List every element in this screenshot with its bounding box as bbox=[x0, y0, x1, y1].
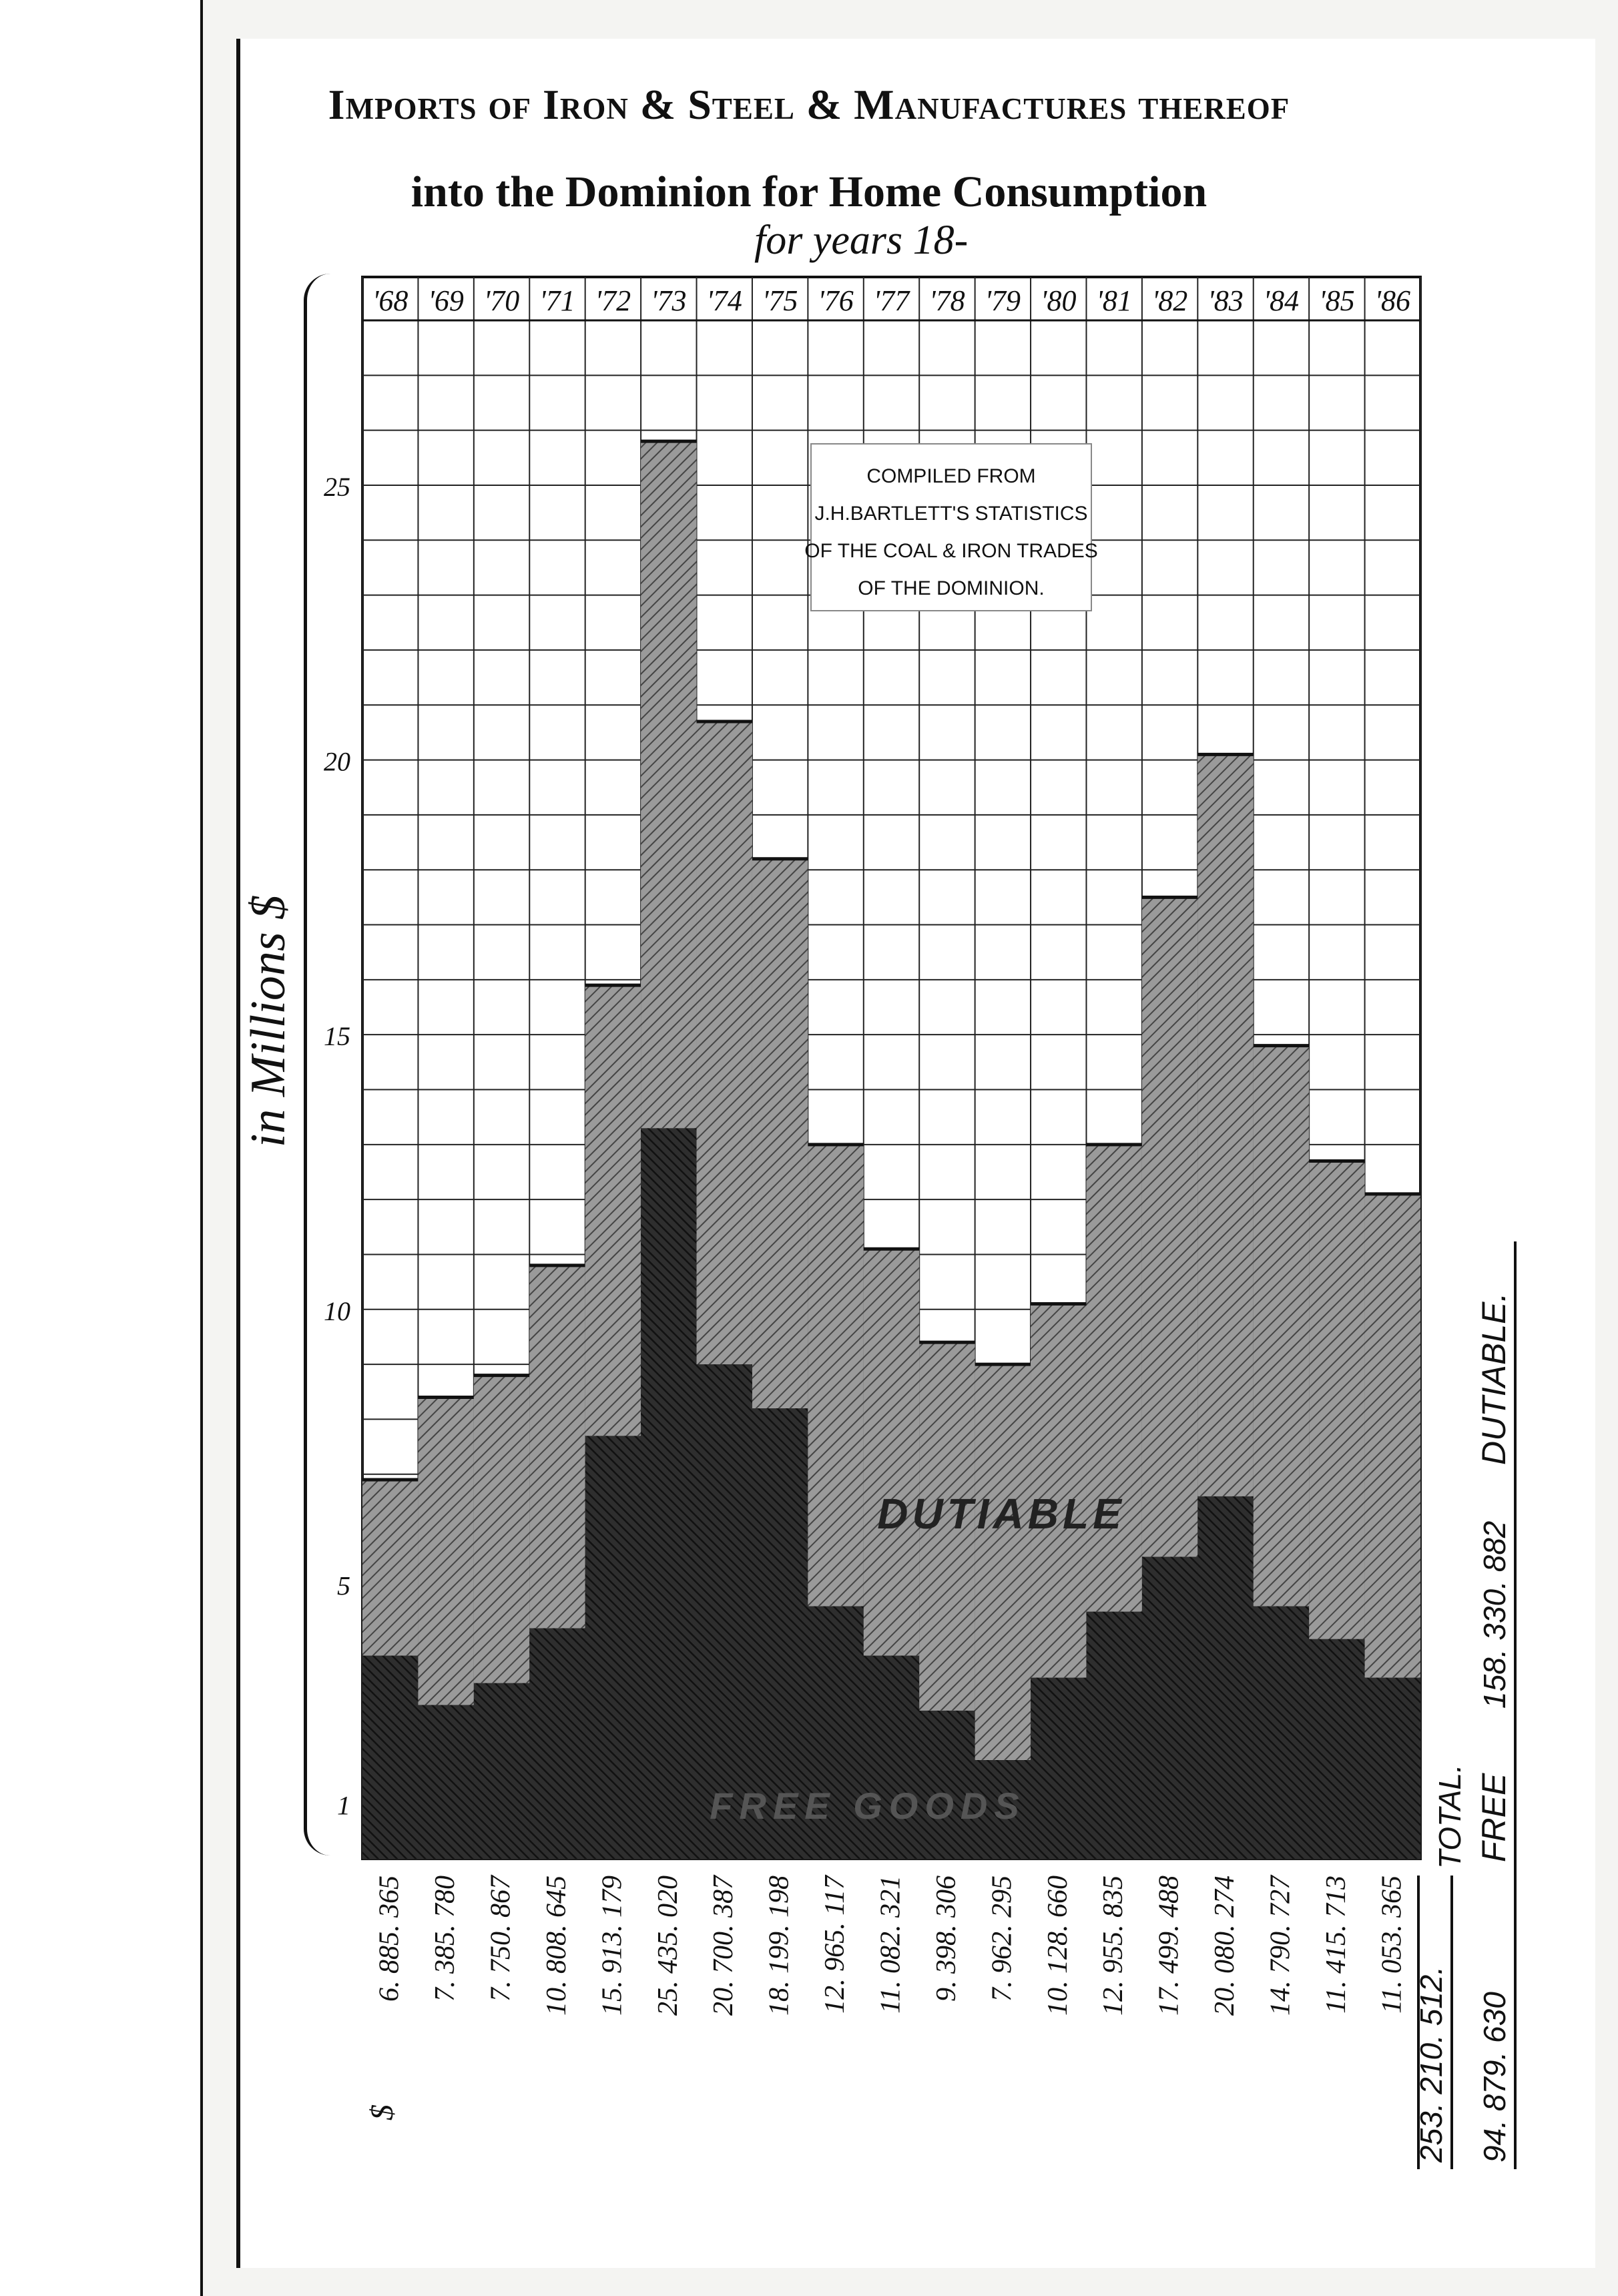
dutiable-total-value: 158. 330. 882 bbox=[1477, 1520, 1512, 1709]
bar-dutiable-71 bbox=[529, 1265, 585, 1628]
free-goods-region-label: FREE GOODS bbox=[710, 1785, 1026, 1827]
bar-free-85 bbox=[1309, 1639, 1364, 1859]
annotation-line: COMPILED FROM bbox=[866, 465, 1036, 487]
y-tick-label: 10 bbox=[324, 1296, 350, 1326]
bar-dutiable-75 bbox=[752, 859, 808, 1408]
bar-free-81 bbox=[1086, 1612, 1141, 1859]
chart-subtitle: into the Dominion for Home Consumption bbox=[411, 168, 1207, 216]
bar-dutiable-79 bbox=[975, 1364, 1031, 1760]
category-label: '81 bbox=[1096, 284, 1132, 317]
category-label: '82 bbox=[1151, 284, 1188, 317]
category-label: '75 bbox=[762, 284, 798, 317]
category-label: '69 bbox=[428, 284, 464, 317]
currency-symbol: $ bbox=[364, 2104, 400, 2120]
bar-dutiable-84 bbox=[1254, 1046, 1309, 1607]
bar-dutiable-68 bbox=[362, 1480, 418, 1655]
category-label: '71 bbox=[539, 284, 575, 317]
value-label: 10. 808. 645 bbox=[541, 1876, 572, 2016]
bar-free-82 bbox=[1142, 1556, 1197, 1859]
value-label: 7. 962. 295 bbox=[987, 1876, 1018, 2002]
value-label: 12. 965. 117 bbox=[820, 1876, 851, 2014]
category-label: '84 bbox=[1263, 284, 1300, 317]
annotation-line: OF THE COAL & IRON TRADES bbox=[804, 540, 1098, 562]
bar-free-86 bbox=[1365, 1677, 1420, 1859]
category-label: '83 bbox=[1207, 284, 1244, 317]
bar-free-71 bbox=[529, 1628, 585, 1859]
category-label: '70 bbox=[483, 284, 520, 317]
annotation-line: J.H.BARTLETT'S STATISTICS bbox=[814, 503, 1088, 525]
category-label: '73 bbox=[651, 284, 687, 317]
bar-free-83 bbox=[1197, 1496, 1253, 1859]
bar-free-69 bbox=[418, 1705, 473, 1859]
bar-free-70 bbox=[474, 1683, 529, 1859]
value-label: 12. 955. 835 bbox=[1098, 1876, 1129, 2016]
free-total-value: 94. 879. 630 bbox=[1477, 1992, 1512, 2163]
y-tick-label: 1 bbox=[337, 1790, 350, 1821]
y-tick-label: 20 bbox=[324, 746, 350, 777]
value-label: 10. 128. 660 bbox=[1042, 1876, 1073, 2016]
chart-title: Imports of Iron & Steel & Manufactures thereof bbox=[328, 81, 1290, 128]
bar-free-77 bbox=[864, 1655, 919, 1859]
category-label: '72 bbox=[595, 284, 631, 317]
chart-years-label: for years 18- bbox=[754, 218, 969, 263]
y-axis-label: in Millions $ bbox=[241, 894, 296, 1148]
dutiable-region-label: DUTIABLE bbox=[877, 1490, 1125, 1538]
y-tick-label: 5 bbox=[337, 1570, 350, 1601]
category-label: '68 bbox=[372, 284, 409, 317]
category-label: '80 bbox=[1041, 284, 1077, 317]
grand-total-label: TOTAL. bbox=[1432, 1764, 1467, 1869]
category-label: '86 bbox=[1374, 284, 1411, 317]
dutiable-total-label: DUTIABLE. bbox=[1475, 1292, 1513, 1465]
annotation-line: OF THE DOMINION. bbox=[858, 577, 1045, 599]
value-label: 18. 199. 198 bbox=[764, 1876, 795, 2016]
value-label: 15. 913. 179 bbox=[597, 1876, 628, 2016]
value-label: 20. 700. 387 bbox=[708, 1876, 740, 2016]
value-label: 14. 790. 727 bbox=[1265, 1876, 1296, 2016]
bar-dutiable-73 bbox=[641, 441, 696, 1128]
value-label: 11. 082. 321 bbox=[875, 1876, 906, 2014]
bar-free-72 bbox=[585, 1436, 641, 1859]
bar-free-84 bbox=[1254, 1606, 1309, 1859]
bar-dutiable-85 bbox=[1309, 1161, 1364, 1639]
free-total-label: FREE bbox=[1475, 1773, 1513, 1862]
grand-total-value: 253. 210. 512. bbox=[1414, 1966, 1448, 2163]
bar-dutiable-69 bbox=[418, 1398, 473, 1705]
bar-dutiable-83 bbox=[1197, 754, 1253, 1496]
bar-dutiable-86 bbox=[1365, 1194, 1420, 1677]
y-tick-label: 15 bbox=[324, 1021, 350, 1052]
value-label: 11. 053. 365 bbox=[1376, 1876, 1408, 2014]
value-label: 11. 415. 713 bbox=[1320, 1876, 1352, 2014]
bar-dutiable-74 bbox=[697, 722, 752, 1364]
bar-free-80 bbox=[1031, 1677, 1086, 1859]
category-label: '74 bbox=[706, 284, 742, 317]
bar-dutiable-72 bbox=[585, 985, 641, 1436]
bar-free-68 bbox=[362, 1655, 418, 1859]
value-label: 17. 499. 488 bbox=[1153, 1876, 1185, 2016]
value-label: 20. 080. 274 bbox=[1209, 1876, 1241, 2016]
value-label: 9. 398. 306 bbox=[930, 1876, 962, 2002]
value-label: 6. 885. 365 bbox=[374, 1876, 405, 2002]
category-label: '77 bbox=[873, 284, 910, 317]
bar-free-73 bbox=[641, 1128, 696, 1859]
category-label: '79 bbox=[985, 284, 1021, 317]
category-label: '85 bbox=[1319, 284, 1355, 317]
value-label: 7. 750. 867 bbox=[485, 1876, 517, 2002]
value-label: 25. 435. 020 bbox=[652, 1876, 684, 2016]
value-label: 7. 385. 780 bbox=[430, 1876, 461, 2002]
bar-dutiable-82 bbox=[1142, 897, 1197, 1556]
y-tick-label: 25 bbox=[324, 471, 350, 502]
bar-dutiable-76 bbox=[808, 1145, 863, 1606]
bar-dutiable-81 bbox=[1086, 1145, 1141, 1612]
category-label: '76 bbox=[818, 284, 854, 317]
bar-dutiable-77 bbox=[864, 1249, 919, 1655]
bar-dutiable-70 bbox=[474, 1376, 529, 1683]
category-label: '78 bbox=[929, 284, 965, 317]
